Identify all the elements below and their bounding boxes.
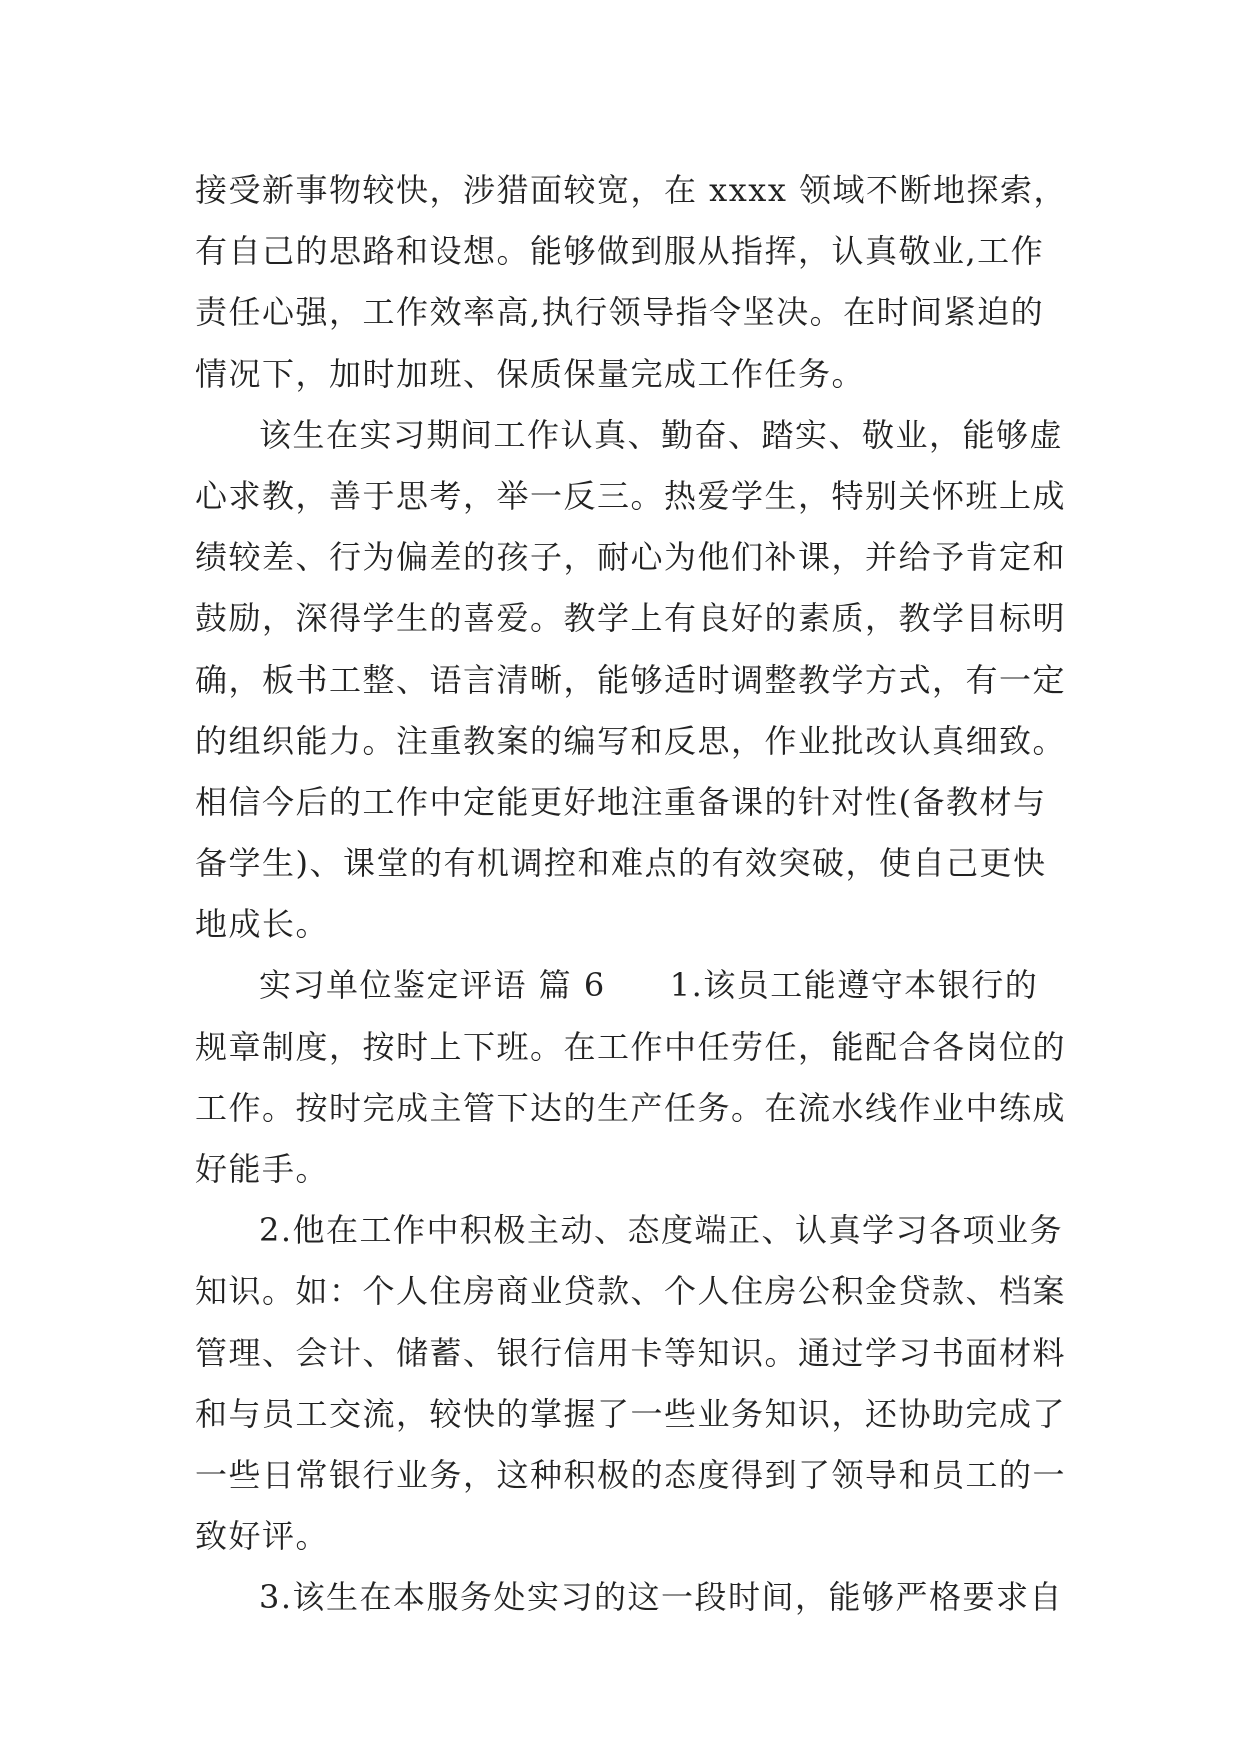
text-line: 有自己的思路和设想。能够做到服从指挥，认真敬业,工作 <box>195 232 1045 271</box>
text-line: 备学生)、课堂的有机调控和难点的有效突破，使自己更快 <box>195 844 1047 883</box>
item-1-start: 1.该员工能遵守本银行的 <box>669 966 1039 1005</box>
text-line: 相信今后的工作中定能更好地注重备课的针对性(备教材与 <box>195 782 1047 821</box>
section-heading: 实习单位鉴定评语 篇 6 <box>259 966 606 1005</box>
text-line: 一些日常银行业务，这种积极的态度得到了领导和员工的一 <box>195 1455 1067 1494</box>
text-line: 知识。如：个人住房商业贷款、个人住房公积金贷款、档案 <box>195 1272 1067 1311</box>
paragraph-first-line: 该生在实习期间工作认真、勤奋、踏实、敬业，能够虚 <box>259 415 1064 454</box>
text-line: 和与员工交流，较快的掌握了一些业务知识，还协助完成了 <box>195 1394 1067 1433</box>
text-line: 地成长。 <box>195 905 330 944</box>
text-line: 责任心强，工作效率高,执行领导指令坚决。在时间紧迫的 <box>195 293 1045 332</box>
text-line: 好能手。 <box>195 1150 330 1188</box>
document-body <box>195 160 1075 1629</box>
paragraph-first-line: 3.该生在本服务处实习的这一段时间，能够严格要求自 <box>259 1578 1064 1617</box>
text-line: 心求教，善于思考，举一反三。热爱学生，特别关怀班上成 <box>195 476 1067 515</box>
section-heading-line <box>195 955 1075 1016</box>
text-line: 接受新事物较快，涉猎面较宽，在 xxxx 领域不断地探索， <box>195 171 1068 209</box>
text-line: 确，板书工整、语言清晰，能够适时调整教学方式，有一定 <box>195 660 1067 699</box>
text-line: 工作。按时完成主管下达的生产任务。在流水线作业中练成 <box>195 1088 1067 1127</box>
text-line: 管理、会计、储蓄、银行信用卡等知识。通过学习书面材料 <box>195 1333 1067 1372</box>
text-line: 绩较差、行为偏差的孩子，耐心为他们补课，并给予肯定和 <box>195 538 1067 577</box>
paragraph-first-line: 2.他在工作中积极主动、态度端正、认真学习各项业务 <box>259 1211 1064 1250</box>
text-line: 的组织能力。注重教案的编写和反思，作业批改认真细致。 <box>195 721 1067 760</box>
text-line: 致好评。 <box>195 1517 330 1556</box>
text-line: 鼓励，深得学生的喜爱。教学上有良好的素质，教学目标明 <box>195 599 1067 638</box>
text-line: 情况下，加时加班、保质保量完成工作任务。 <box>195 354 866 393</box>
text-line: 规章制度，按时上下班。在工作中任劳任，能配合各岗位的 <box>195 1027 1067 1066</box>
